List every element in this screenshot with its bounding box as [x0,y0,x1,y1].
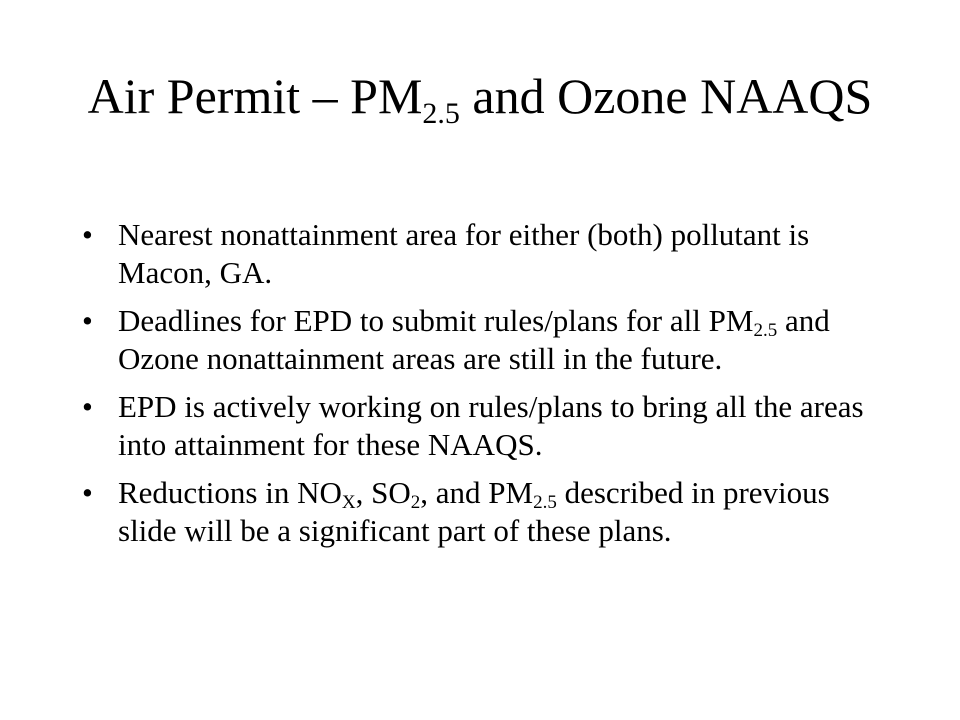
bullet-4-text-d: described in previous slide will be a significant part of these plans. [118,475,830,548]
bullet-dot-icon: • [82,475,93,510]
bullet-dot-icon: • [82,217,93,252]
bullet-4-text-a: Reductions in NO [118,475,342,510]
bullet-1-text: Nearest nonattainment area for either (both) pollutant is Macon, GA. [118,217,810,290]
bullet-dot-icon: • [82,389,93,424]
bullet-4-subscript-2: 2 [410,492,421,513]
bullet-2-subscript: 2.5 [753,320,778,341]
bullet-dot-icon: • [82,303,93,338]
bullet-2-text-a: Deadlines for EPD to submit rules/plans for all PM [118,303,754,338]
bullet-4-subscript-x: X [341,492,356,513]
slide-title [60,64,900,128]
bullet-item-2 [82,302,882,378]
bullet-2-text-b: and Ozone nonattainment areas are still in the future. [118,303,830,376]
bullet-3-text: EPD is actively working on rules/plans to bring all the areas into attainment for these NAAQS. [118,389,864,462]
title-text-part2: and Ozone NAAQS [459,68,873,124]
bullet-item-4 [82,474,882,550]
bullet-4-text-c: , and PM [420,475,534,510]
bullet-list [82,216,882,560]
bullet-item-3 [82,388,882,464]
title-subscript: 2.5 [422,97,460,130]
title-text-part1: Air Permit – PM [87,68,423,124]
bullet-item-1 [82,216,882,292]
bullet-4-subscript-25: 2.5 [533,492,557,513]
bullet-4-text-b: , SO [355,475,411,510]
